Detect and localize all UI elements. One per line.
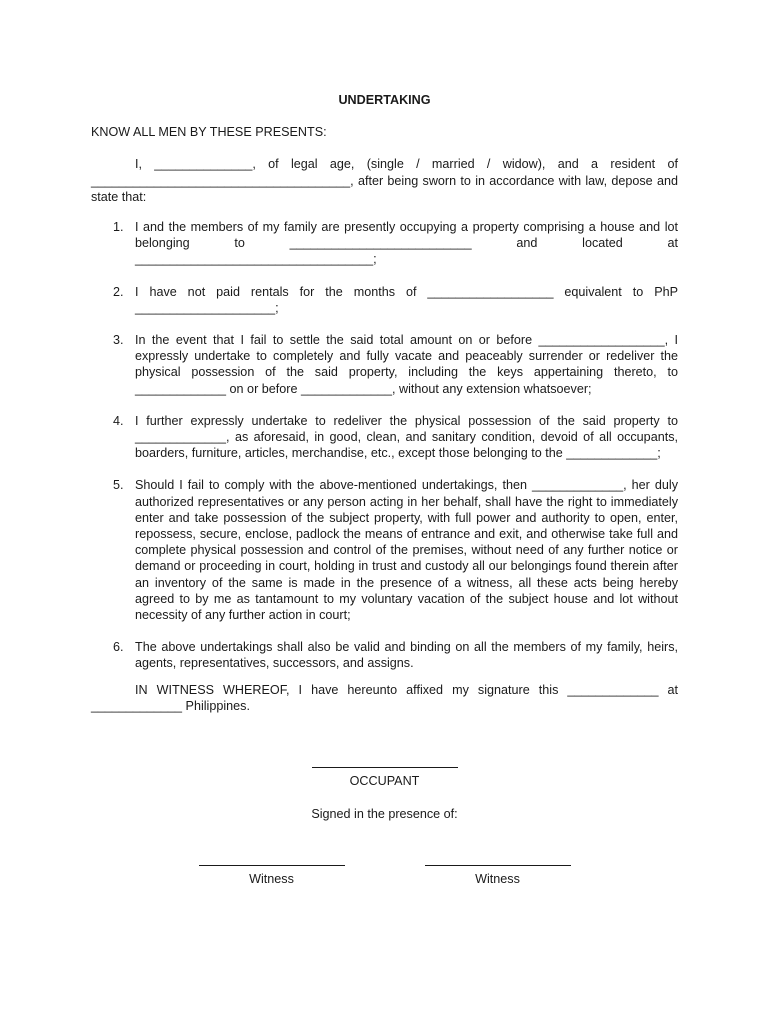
item-number: 2. — [113, 284, 124, 299]
intro-paragraph: I, ______________, of legal age, (single / married / widow), and a resident of _____________________________________, after being sworn to in accordance with law, depose and state that: — [91, 157, 678, 204]
item-number: 4. — [113, 413, 124, 428]
undertaking-list — [91, 219, 678, 672]
occupant-signature-block — [91, 756, 678, 789]
witness-signature-block — [199, 854, 345, 887]
item-text: I and the members of my family are presently occupying a property comprising a house and lot belonging to __________________________ and located at __________________________________; — [135, 220, 678, 267]
occupant-label: OCCUPANT — [349, 774, 420, 789]
witness-clause: IN WITNESS WHEREOF, I have hereunto affixed my signature this _____________ at _____________ Philippines. — [91, 682, 678, 713]
witness-signatures — [91, 854, 678, 887]
item-number: 6. — [113, 640, 124, 655]
item-number: 3. — [113, 333, 124, 348]
list-item — [91, 639, 678, 671]
signature-line — [312, 767, 458, 768]
list-item — [91, 219, 678, 268]
signature-line — [199, 865, 345, 866]
document-title: UNDERTAKING — [338, 93, 431, 107]
list-item — [91, 413, 678, 462]
item-number: 5. — [113, 478, 124, 493]
presence-text: Signed in the presence of: — [311, 806, 458, 821]
list-item — [91, 284, 678, 316]
witness-label: Witness — [475, 871, 520, 886]
item-text: The above undertakings shall also be valid and binding on all the members of my family, heirs, agents, representatives, successors, and assigns. — [135, 640, 678, 671]
item-text: I further expressly undertake to redeliver the physical possession of the said property to _____________, as aforesaid, in good, clean, and sanitary condition, devoid of all occupants, boarders, furniture, articles, merchandise, etc., except those belonging to the _____________; — [135, 413, 678, 461]
know-all-heading: KNOW ALL MEN BY THESE PRESENTS: — [91, 125, 327, 140]
signature-line — [425, 865, 571, 866]
item-number: 1. — [113, 220, 124, 235]
item-text: Should I fail to comply with the above-mentioned undertakings, then _____________, her duly authorized representatives or any person acting in her behalf, shall have the right to immediately enter and take possession of the subject property, with full power and authority to open, enter, repossess, secure, enclose, padlock the means of entrance and exit, and otherwise take full and complete physical possession and control of the premises, without need of any further notice or demand or proceeding in court, holding in trust and custody all our belongings found therein after an inventory of the same is made in the presence of a witness, all these acts being hereby agreed to by me as tantamount to my voluntary vacation of the subject house and lot without necessity of any further action in court; — [135, 478, 678, 623]
item-text: I have not paid rentals for the months of __________________ equivalent to PhP ____________________; — [135, 284, 678, 315]
witness-signature-block — [425, 854, 571, 887]
item-text: In the event that I fail to settle the said total amount on or before __________________, I expressly undertake to completely and fully vacate and peaceably surrender or redeliver the physical possession of the said property, including the keys appertaining thereto, to _____________ on or before _____________, without any extension whatsoever; — [135, 333, 678, 396]
witness-label: Witness — [249, 871, 294, 886]
list-item — [91, 477, 678, 623]
list-item — [91, 332, 678, 397]
